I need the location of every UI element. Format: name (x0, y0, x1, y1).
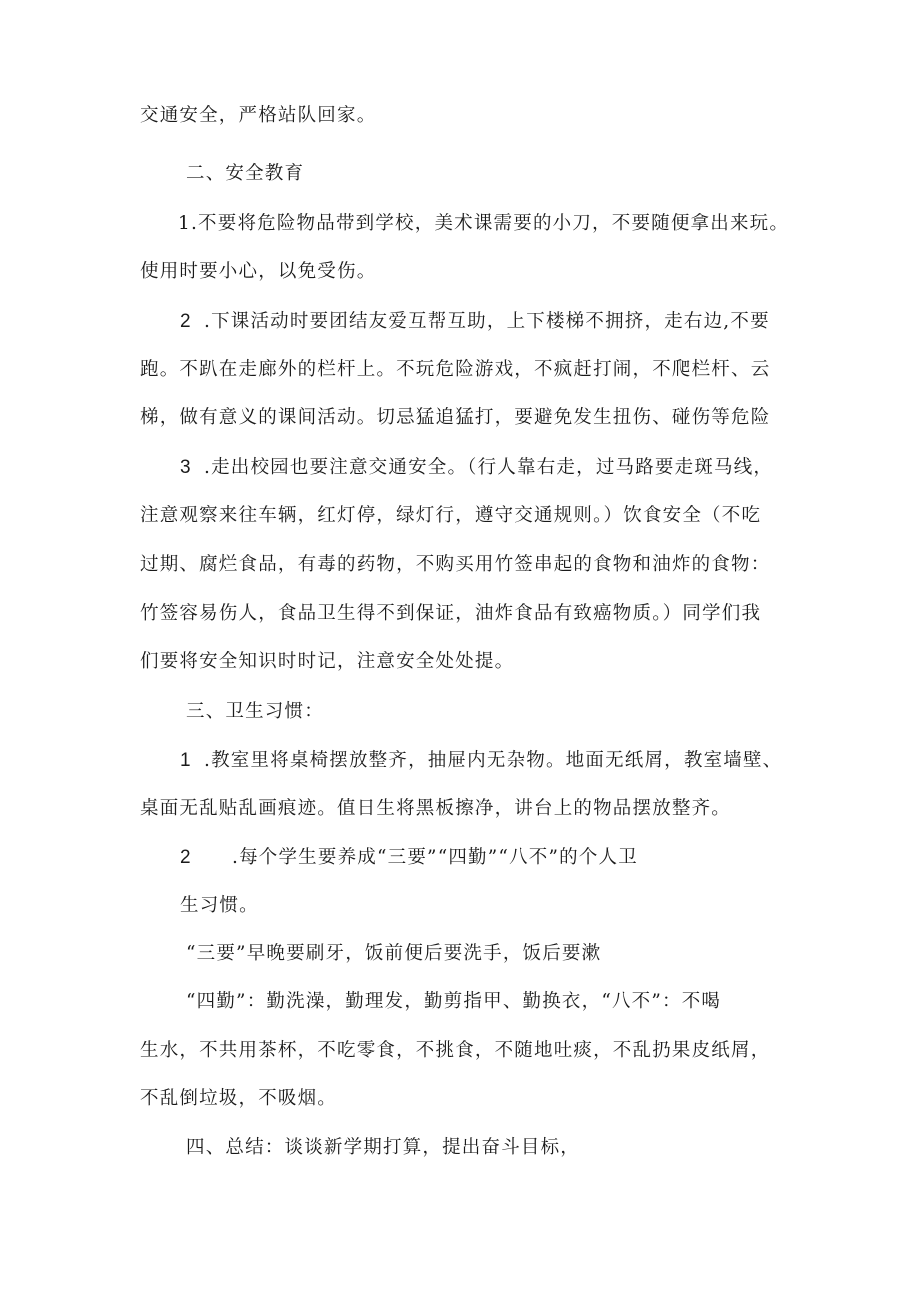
item-number: 3 (180, 457, 192, 478)
text-line: 过期、腐烂食品，有毒的药物，不购买用竹签串起的食物和油炸的食物： (140, 554, 771, 575)
text-line: 们要将安全知识时时记，注意安全处处提。 (140, 651, 515, 672)
text-line: 1.不要将危险物品带到学校，美术课需要的小刀，不要随便拿出来玩。 (178, 213, 790, 234)
text-line: 不乱倒垃圾，不吸烟。 (140, 1088, 338, 1109)
text-line: 竹签容易伤人，食品卫生得不到保证，油炸食品有致癌物质。）同学们我 (140, 603, 762, 624)
item-number: 2 (180, 847, 192, 868)
item-number: 2 (180, 311, 192, 332)
text-line: 注意观察来往车辆，红灯停，绿灯行，遵守交通规则。）饮食安全（不吃 (140, 505, 762, 526)
section-heading-summary: 四、总结：谈谈新学期打算，提出奋斗目标， (186, 1137, 581, 1158)
text-line: 生习惯。 (180, 895, 259, 916)
text-line: “四勤”：勤洗澡，勤理发，勤剪指甲、勤换衣，“八不”：不喝 (186, 991, 722, 1012)
text-line: 桌面无乱贴乱画痕迹。值日生将黑板擦净，讲台上的物品摆放整齐。 (140, 798, 732, 819)
text-line: .走出校园也要注意交通安全。（行人靠右走，过马路要走斑马线， (204, 457, 774, 478)
text-line: 梯，做有意义的课间活动。切忌猛追猛打，要避免发生扭伤、碰伤等危险 (140, 407, 771, 428)
item-number: 1 (180, 750, 192, 771)
text-line: 跑。不趴在走廊外的栏杆上。不玩危险游戏，不疯赶打闹，不爬栏杆、云 (140, 359, 771, 380)
text-line: .每个学生要养成“三要”“四勤”“八不”的个人卫 (232, 847, 638, 868)
text-line: 交通安全，严格站队回家。 (140, 105, 377, 126)
text-line: 使用时要小心，以免受伤。 (140, 261, 377, 282)
text-line: .教室里将桌椅摆放整齐，抽屉内无杂物。地面无纸屑，教室墙壁、 (204, 750, 783, 771)
text-line: .下课活动时要团结友爱互帮互助，上下楼梯不拥挤，走右边,不要 (204, 311, 770, 332)
text-line: 生水，不共用茶杯，不吃零食，不挑食，不随地吐痰，不乱扔果皮纸屑， (140, 1040, 771, 1061)
section-heading-safety: 二、安全教育 (186, 163, 305, 184)
text-line: “三要”早晚要刷牙，饭前便后要洗手，饭后要漱 (186, 943, 602, 964)
section-heading-hygiene: 三、卫生习惯： (186, 701, 324, 722)
